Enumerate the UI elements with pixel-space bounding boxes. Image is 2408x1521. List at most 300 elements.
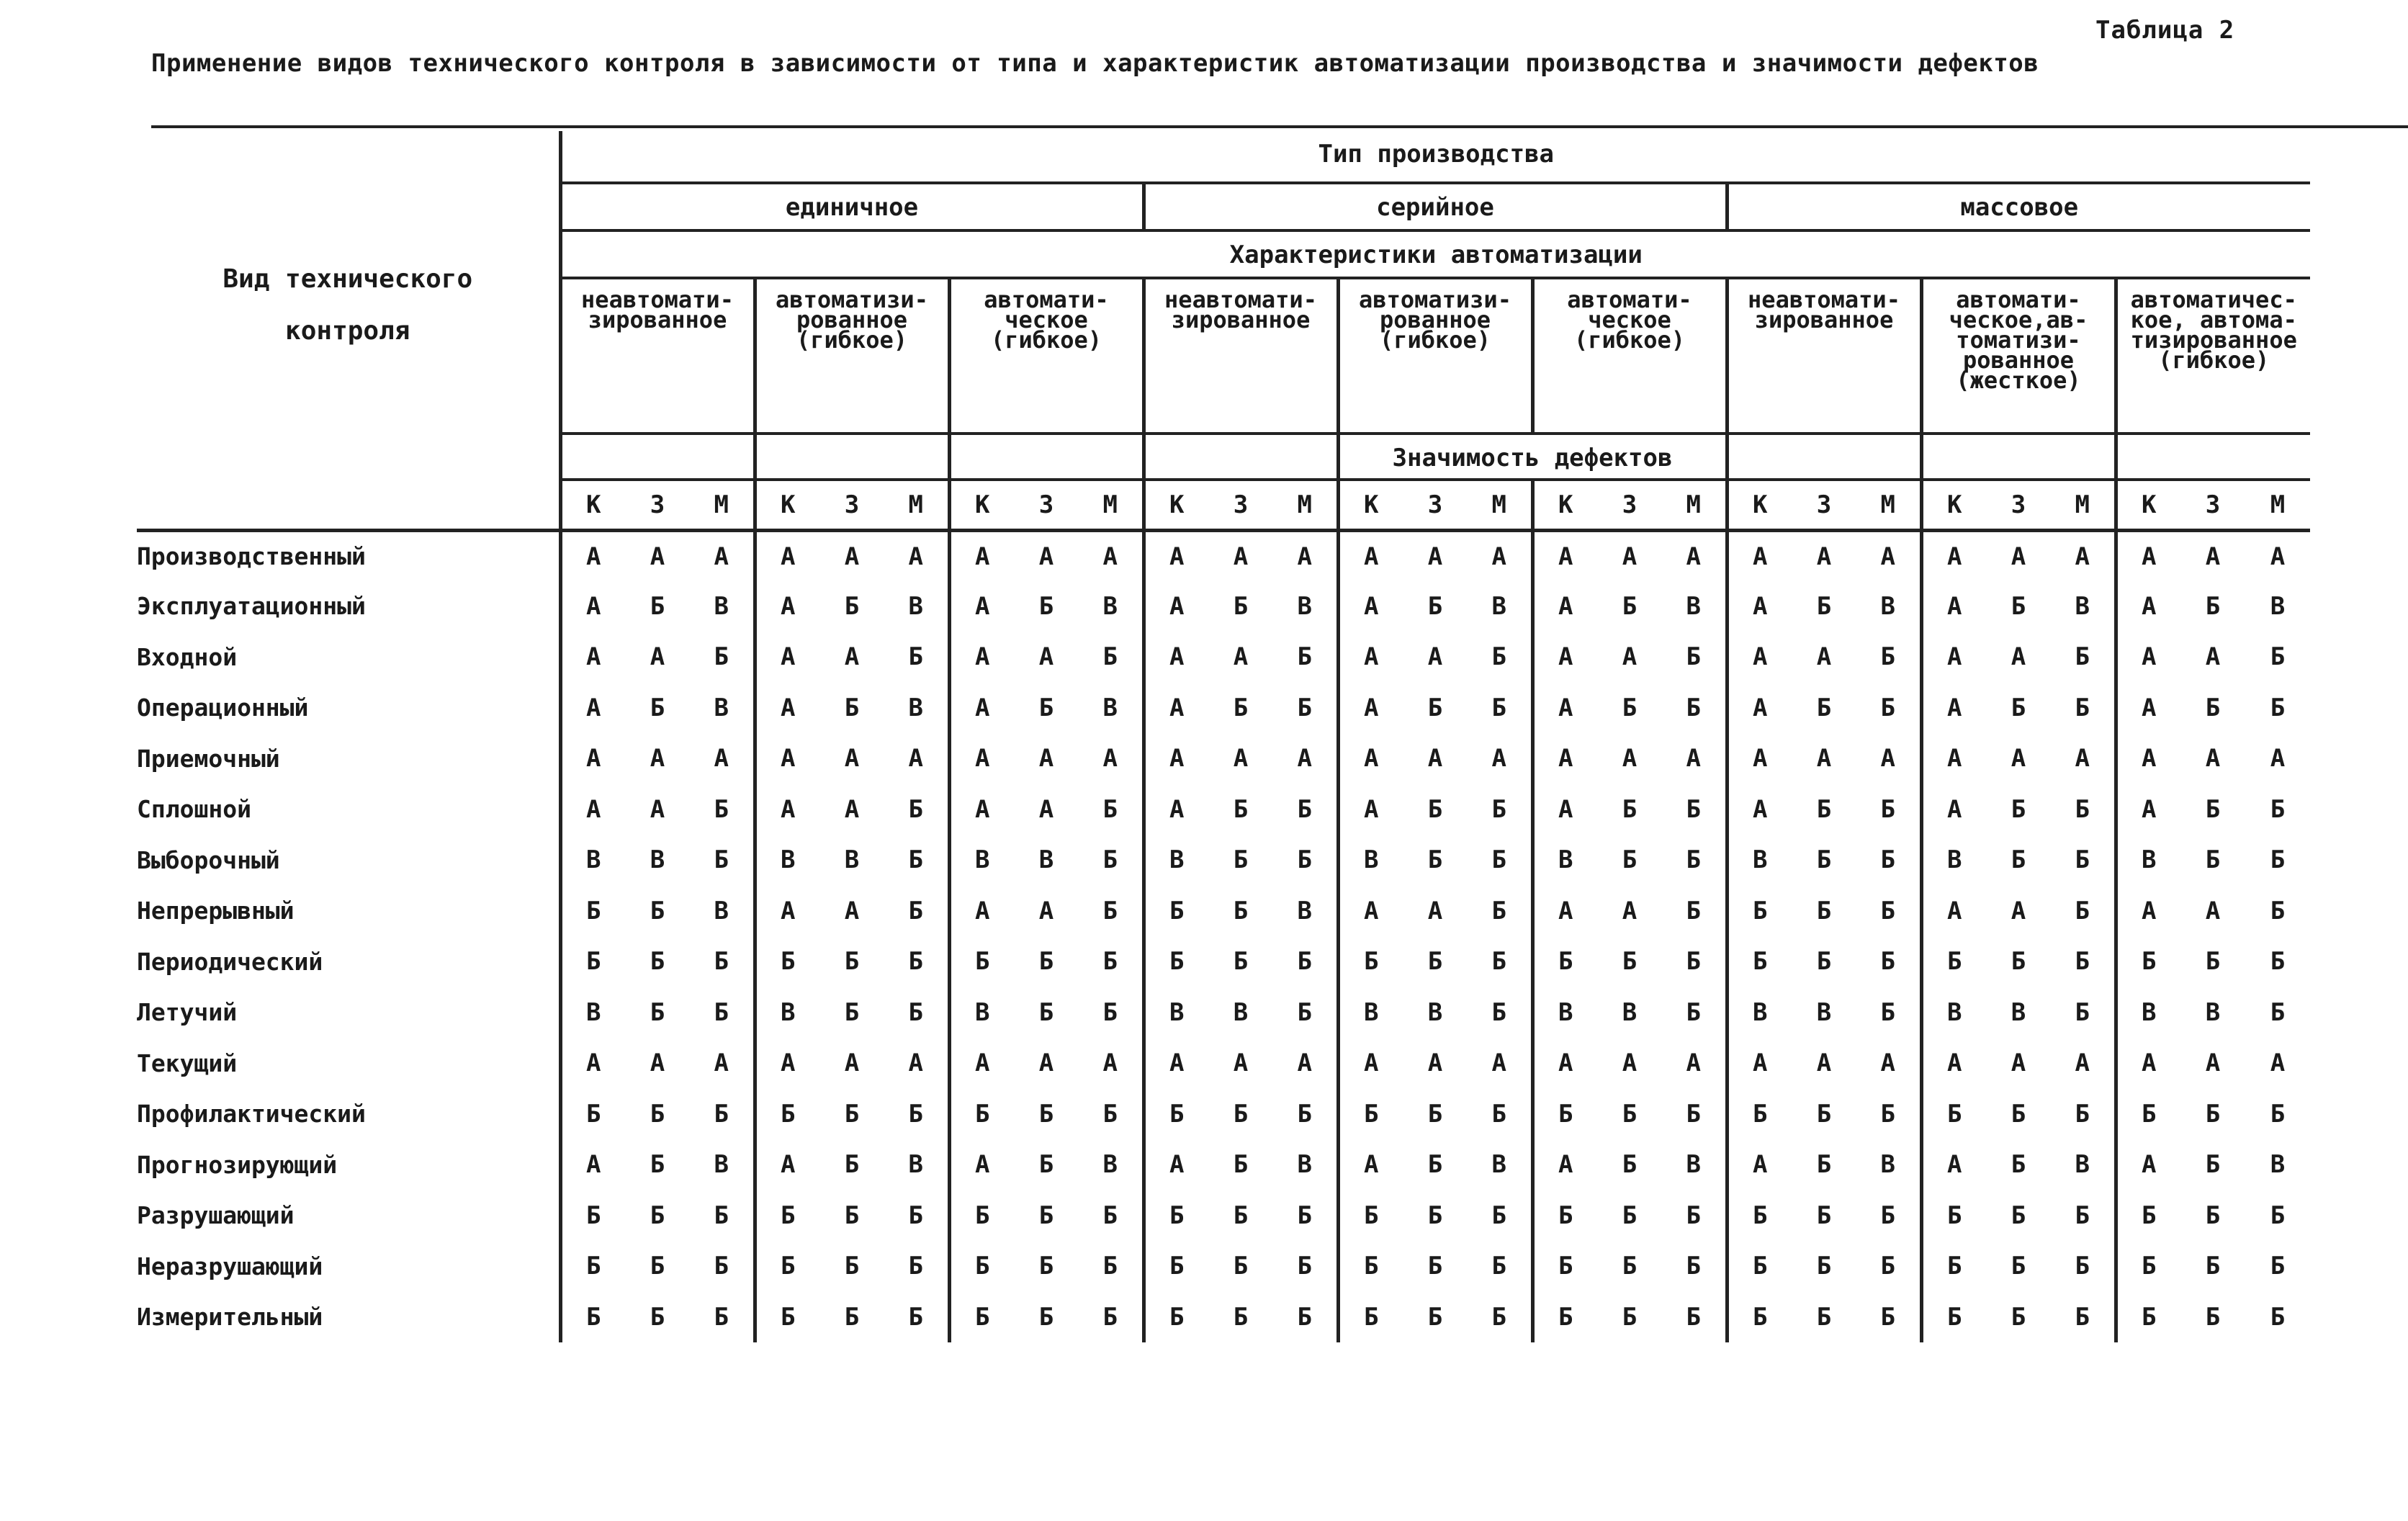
cell-value: А <box>2205 542 2221 571</box>
cell-value: А <box>1491 744 1506 773</box>
cell-value: Б <box>1038 997 1054 1027</box>
cell-value: А <box>755 784 819 835</box>
cell-value: Б <box>1686 997 1701 1027</box>
cell-value: В <box>1338 987 1403 1038</box>
table-row <box>137 886 2310 937</box>
cell-value: А <box>1338 683 1403 734</box>
cell-value: Б <box>1491 693 1506 722</box>
cell-value: А <box>1532 784 1597 835</box>
cell-value: Б <box>1622 693 1637 722</box>
automation-header <box>560 230 2310 278</box>
cell-value: В <box>1102 591 1118 621</box>
cell-value: Б <box>1102 845 1118 875</box>
cell-value: А <box>1921 683 1986 734</box>
automation-column-line: зированное <box>588 306 727 333</box>
cell-value: Б <box>1491 794 1506 824</box>
cell-value: А <box>2116 784 2180 835</box>
cell-value: А <box>1233 642 1249 672</box>
cell-value: Б <box>2205 1201 2221 1230</box>
severity-label: К <box>1532 480 1597 530</box>
cell-value: В <box>714 1150 729 1180</box>
cell-value: Б <box>2205 693 2221 722</box>
cell-value: Б <box>1427 591 1443 621</box>
cell-value: Б <box>1727 936 1792 987</box>
production-type-label: единичное <box>785 193 919 222</box>
automation-column-7 <box>1921 278 2116 434</box>
automation-column-line: автомати- <box>1567 286 1692 313</box>
cell-value: В <box>2270 1150 2286 1180</box>
production-type-2 <box>1727 183 2310 230</box>
cell-value: А <box>1727 581 1792 632</box>
cell-value: Б <box>2270 947 2286 977</box>
control-type-name: Неразрушающий <box>137 1252 323 1280</box>
table-row <box>137 936 2310 987</box>
cell-value: Б <box>1144 936 1208 987</box>
cell-value: Б <box>908 794 923 824</box>
cell-value: Б <box>1338 1292 1403 1343</box>
cell-value: А <box>1297 1049 1312 1078</box>
cell-value: А <box>714 744 729 773</box>
cell-value: Б <box>1880 1302 1895 1332</box>
cell-value: Б <box>1102 997 1118 1027</box>
severity-label: К <box>1144 480 1208 530</box>
cell-value: Б <box>1686 1252 1701 1281</box>
cell-value: Б <box>1038 591 1054 621</box>
cell-value: Б <box>1427 947 1443 977</box>
control-type-name: Входной <box>137 642 238 671</box>
automation-column-line: ческое <box>1005 306 1088 333</box>
cell-value: Б <box>1686 1099 1701 1129</box>
automation-column-line: автомати- <box>984 286 1109 313</box>
cell-value: Б <box>949 1292 1014 1343</box>
cell-value: Б <box>1102 1099 1118 1129</box>
cell-value: Б <box>2075 845 2090 875</box>
cell-value: Б <box>1427 1201 1443 1230</box>
cell-value: Б <box>714 845 729 875</box>
cell-value: Б <box>1532 1089 1597 1140</box>
production-type-label: массовое <box>1960 193 2079 222</box>
cell-value: В <box>714 896 729 925</box>
cell-value: А <box>1144 632 1208 683</box>
automation-column-line: неавтомати- <box>1164 286 1317 313</box>
cell-value: Б <box>844 1302 860 1332</box>
cell-value: Б <box>1102 947 1118 977</box>
cell-value: Б <box>650 947 665 977</box>
severity-label: М <box>1273 480 1338 530</box>
cell-value: Б <box>844 1150 860 1180</box>
table-row <box>137 1190 2310 1242</box>
cell-value: А <box>1144 683 1208 734</box>
control-type-name: Профилактический <box>137 1100 366 1129</box>
cell-value: В <box>1686 591 1701 621</box>
cell-value: Б <box>714 1099 729 1129</box>
cell-value: А <box>1233 542 1249 571</box>
cell-value: В <box>650 845 665 875</box>
cell-value: Б <box>908 896 923 925</box>
cell-value: А <box>1338 733 1403 784</box>
table-row <box>137 784 2310 835</box>
severity-label: К <box>560 480 625 530</box>
cell-value: Б <box>1338 936 1403 987</box>
cell-value: Б <box>844 947 860 977</box>
cell-value: Б <box>1144 886 1208 937</box>
production-type-0 <box>560 183 1144 230</box>
cell-value: Б <box>1491 1099 1506 1129</box>
cell-value: А <box>755 1139 819 1190</box>
cell-value: А <box>1338 784 1403 835</box>
severity-spacer <box>137 480 560 530</box>
cell-value: Б <box>2270 1252 2286 1281</box>
cell-value: В <box>1144 987 1208 1038</box>
cell-value: Б <box>1038 1252 1054 1281</box>
automation-column-line: (гибкое) <box>796 326 908 354</box>
cell-value: А <box>2116 886 2180 937</box>
cell-value: Б <box>1427 1302 1443 1332</box>
control-type-name: Непрерывный <box>137 897 295 925</box>
document-title: Применение видов технического контроля в зависимости от типа и характеристик автоматизации производства и значимости дефектов <box>151 49 2039 78</box>
cell-value: Б <box>1297 997 1312 1027</box>
automation-column-1 <box>755 278 949 434</box>
cell-value: Б <box>1880 693 1895 722</box>
cell-value: В <box>2205 997 2221 1027</box>
cell-value: Б <box>714 1302 729 1332</box>
cell-value: Б <box>1144 1292 1208 1343</box>
cell-value: В <box>908 591 923 621</box>
cell-value: Б <box>560 1292 625 1343</box>
cell-value: А <box>560 733 625 784</box>
cell-value: Б <box>1686 693 1701 722</box>
cell-value: Б <box>755 1190 819 1242</box>
cell-value: В <box>1921 987 1986 1038</box>
severity-label: М <box>2051 480 2116 530</box>
cell-value: Б <box>1038 1150 1054 1180</box>
cell-value: Б <box>2270 1201 2286 1230</box>
cell-value: Б <box>650 591 665 621</box>
cell-value: А <box>2075 542 2090 571</box>
cell-value: Б <box>1686 896 1701 925</box>
cell-value: В <box>949 835 1014 886</box>
cell-value: Б <box>1102 1252 1118 1281</box>
cell-value: В <box>1338 835 1403 886</box>
cell-value: А <box>1727 1038 1792 1089</box>
cell-value: А <box>1686 744 1701 773</box>
control-type-name: Летучий <box>137 998 238 1027</box>
cell-value: Б <box>714 794 729 824</box>
cell-value: Б <box>1297 845 1312 875</box>
severity-label: М <box>1468 480 1532 530</box>
cell-value: А <box>1144 1139 1208 1190</box>
cell-value: А <box>2116 683 2180 734</box>
severity-label: К <box>1921 480 1986 530</box>
table-row <box>137 683 2310 734</box>
cell-value: Б <box>714 997 729 1027</box>
cell-value: А <box>1297 542 1312 571</box>
cell-value: Б <box>1144 1089 1208 1140</box>
cell-value: Б <box>650 693 665 722</box>
cell-value: А <box>1038 642 1054 672</box>
cell-value: Б <box>1686 947 1701 977</box>
cell-value: Б <box>908 642 923 672</box>
cell-value: А <box>2205 896 2221 925</box>
cell-value: А <box>1102 542 1118 571</box>
cell-value: Б <box>1727 886 1792 937</box>
cell-value: А <box>949 733 1014 784</box>
automation-column-line: ческое,ав- <box>1949 306 2088 333</box>
cell-value: Б <box>1921 936 1986 987</box>
cell-value: Б <box>1233 1302 1249 1332</box>
cell-value: В <box>714 591 729 621</box>
cell-value: А <box>1727 784 1792 835</box>
cell-value: А <box>650 794 665 824</box>
defect-spacer <box>2116 434 2310 480</box>
cell-value: А <box>949 1139 1014 1190</box>
cell-value: Б <box>844 1252 860 1281</box>
cell-value: А <box>1532 1139 1597 1190</box>
cell-value: А <box>2205 1049 2221 1078</box>
cell-value: В <box>1816 997 1832 1027</box>
cell-value: Б <box>2116 936 2180 987</box>
cell-value: Б <box>1297 1099 1312 1129</box>
cell-value: А <box>1427 1049 1443 1078</box>
cell-value: Б <box>2270 896 2286 925</box>
cell-value: Б <box>755 1089 819 1140</box>
defect-spacer <box>1921 434 2116 480</box>
cell-value: В <box>1297 591 1312 621</box>
cell-value: Б <box>2011 1252 2026 1281</box>
automation-column-line: рованное <box>796 306 908 333</box>
cell-value: В <box>844 845 860 875</box>
cell-value: Б <box>560 936 625 987</box>
severity-label: М <box>690 480 755 530</box>
cell-value: А <box>2011 1049 2026 1078</box>
cell-value: А <box>1816 1049 1832 1078</box>
cell-value: А <box>1102 744 1118 773</box>
cell-value: Б <box>908 997 923 1027</box>
cell-value: А <box>1338 581 1403 632</box>
cell-value: А <box>1144 530 1208 581</box>
cell-value: Б <box>1233 1252 1249 1281</box>
cell-value: Б <box>650 1201 665 1230</box>
cell-value: В <box>1686 1150 1701 1180</box>
automation-column-line: неавтомати- <box>1748 286 1900 313</box>
cell-value: Б <box>560 1089 625 1140</box>
cell-value: Б <box>2116 1292 2180 1343</box>
defect-significance-header <box>1338 434 1727 480</box>
cell-value: Б <box>1727 1089 1792 1140</box>
cell-value: Б <box>1880 1201 1895 1230</box>
cell-value: В <box>560 835 625 886</box>
cell-value: А <box>714 542 729 571</box>
cell-value: А <box>1038 896 1054 925</box>
cell-value: А <box>1427 642 1443 672</box>
cell-value: В <box>1233 997 1249 1027</box>
cell-value: А <box>1727 683 1792 734</box>
cell-value: Б <box>908 1099 923 1129</box>
cell-value: В <box>1491 591 1506 621</box>
cell-value: А <box>2270 744 2286 773</box>
cell-value: В <box>1622 997 1637 1027</box>
automation-column-line: кое, автома- <box>2130 306 2297 333</box>
cell-value: Б <box>650 896 665 925</box>
cell-value: Б <box>1816 693 1832 722</box>
cell-value: Б <box>1427 845 1443 875</box>
cell-value: А <box>755 530 819 581</box>
cell-value: Б <box>2205 591 2221 621</box>
cell-value: А <box>2116 1038 2180 1089</box>
production-type-header <box>560 131 2310 183</box>
cell-value: А <box>908 542 923 571</box>
cell-value: Б <box>1233 1201 1249 1230</box>
cell-value: Б <box>1622 1201 1637 1230</box>
cell-value: А <box>560 784 625 835</box>
table-row <box>137 1139 2310 1190</box>
cell-value: В <box>949 987 1014 1038</box>
cell-value: А <box>1338 1038 1403 1089</box>
cell-value: Б <box>1532 1292 1597 1343</box>
cell-value: А <box>1102 1049 1118 1078</box>
cell-value: Б <box>1816 591 1832 621</box>
cell-value: Б <box>1102 896 1118 925</box>
cell-value: А <box>1144 733 1208 784</box>
cell-value: Б <box>2075 1302 2090 1332</box>
severity-label: М <box>1662 480 1727 530</box>
cell-value: Б <box>1427 1252 1443 1281</box>
cell-value: А <box>755 733 819 784</box>
cell-value: Б <box>908 1252 923 1281</box>
severity-label: М <box>2245 480 2310 530</box>
severity-label: З <box>2180 480 2245 530</box>
cell-value: А <box>1686 1049 1701 1078</box>
cell-value: Б <box>1297 1201 1312 1230</box>
cell-value: Б <box>1038 693 1054 722</box>
automation-column-6 <box>1727 278 1921 434</box>
cell-value: Б <box>2011 1099 2026 1129</box>
cell-value: А <box>1816 642 1832 672</box>
cell-value: А <box>1880 542 1895 571</box>
cell-value: В <box>1532 835 1597 886</box>
automation-column-8 <box>2116 278 2310 434</box>
severity-label: З <box>1208 480 1273 530</box>
cell-value: А <box>2011 642 2026 672</box>
cell-value: А <box>1532 1038 1597 1089</box>
production-type-label: Тип производства <box>1318 140 1554 169</box>
cell-value: В <box>2116 987 2180 1038</box>
cell-value: Б <box>949 936 1014 987</box>
control-type-name: Сплошной <box>137 795 251 824</box>
cell-value: В <box>1427 997 1443 1027</box>
cell-value: А <box>1144 1038 1208 1089</box>
cell-value: Б <box>1880 896 1895 925</box>
cell-value: Б <box>1622 947 1637 977</box>
cell-value: Б <box>2116 1241 2180 1292</box>
cell-value: Б <box>1816 845 1832 875</box>
cell-value: Б <box>2116 1089 2180 1140</box>
cell-value: А <box>844 1049 860 1078</box>
cell-value: Б <box>1427 1099 1443 1129</box>
automation-column-line: рованное <box>1962 346 2075 374</box>
cell-value: Б <box>755 1241 819 1292</box>
cell-value: Б <box>2075 896 2090 925</box>
cell-value: Б <box>1727 1241 1792 1292</box>
automation-column-line: тизированное <box>2130 326 2297 354</box>
severity-label: З <box>1597 480 1662 530</box>
table-row <box>137 987 2310 1038</box>
cell-value: Б <box>1038 1302 1054 1332</box>
table-row <box>137 1038 2310 1089</box>
cell-value: А <box>2205 744 2221 773</box>
automation-column-line: зированное <box>1171 306 1311 333</box>
cell-value: Б <box>1233 591 1249 621</box>
cell-value: Б <box>1880 1252 1895 1281</box>
cell-value: Б <box>2075 794 2090 824</box>
cell-value: Б <box>1038 1099 1054 1129</box>
cell-value: Б <box>908 1201 923 1230</box>
cell-value: Б <box>1144 1190 1208 1242</box>
defect-significance-label: Значимость дефектов <box>1392 444 1673 472</box>
cell-value: А <box>1038 794 1054 824</box>
cell-value: Б <box>1727 1190 1792 1242</box>
cell-value: А <box>1491 1049 1506 1078</box>
cell-value: А <box>1297 744 1312 773</box>
severity-label: З <box>1403 480 1468 530</box>
cell-value: Б <box>844 1201 860 1230</box>
cell-value: Б <box>1038 947 1054 977</box>
cell-value: А <box>1427 744 1443 773</box>
cell-value: А <box>2270 1049 2286 1078</box>
cell-value: А <box>949 886 1014 937</box>
cell-value: В <box>1880 591 1895 621</box>
cell-value: В <box>560 987 625 1038</box>
cell-value: В <box>908 693 923 722</box>
automation-column-line: томатизи- <box>1956 326 2081 354</box>
control-type-name: Разрушающий <box>137 1201 295 1230</box>
cell-value: Б <box>2116 1190 2180 1242</box>
cell-value: Б <box>1816 896 1832 925</box>
cell-value: А <box>650 1049 665 1078</box>
control-type-name: Выборочный <box>137 845 280 874</box>
cell-value: Б <box>1338 1089 1403 1140</box>
cell-value: Б <box>1491 642 1506 672</box>
cell-value: А <box>755 886 819 937</box>
cell-value: А <box>2116 733 2180 784</box>
cell-value: А <box>949 683 1014 734</box>
severity-label: М <box>1079 480 1144 530</box>
cell-value: А <box>2011 542 2026 571</box>
cell-value: Б <box>1233 947 1249 977</box>
cell-value: Б <box>1816 1150 1832 1180</box>
cell-value: В <box>2075 591 2090 621</box>
row-header-line-2: контроля <box>285 316 410 346</box>
cell-value: А <box>1921 1038 1986 1089</box>
cell-value: Б <box>908 947 923 977</box>
automation-label: Характеристики автоматизации <box>1229 241 1643 269</box>
cell-value: Б <box>1297 1252 1312 1281</box>
cell-value: А <box>560 1038 625 1089</box>
automation-column-line: (гибкое) <box>2158 346 2270 374</box>
cell-value: Б <box>650 1252 665 1281</box>
cell-value: Б <box>2011 1302 2026 1332</box>
cell-value: В <box>1102 1150 1118 1180</box>
table-row <box>137 581 2310 632</box>
cell-value: А <box>1622 1049 1637 1078</box>
cell-value: Б <box>2205 794 2221 824</box>
cell-value: Б <box>1427 794 1443 824</box>
cell-value: Б <box>1816 1302 1832 1332</box>
automation-column-line: автоматичес- <box>2130 286 2297 313</box>
cell-value: Б <box>1686 642 1701 672</box>
severity-label: З <box>1792 480 1856 530</box>
cell-value: А <box>1816 744 1832 773</box>
